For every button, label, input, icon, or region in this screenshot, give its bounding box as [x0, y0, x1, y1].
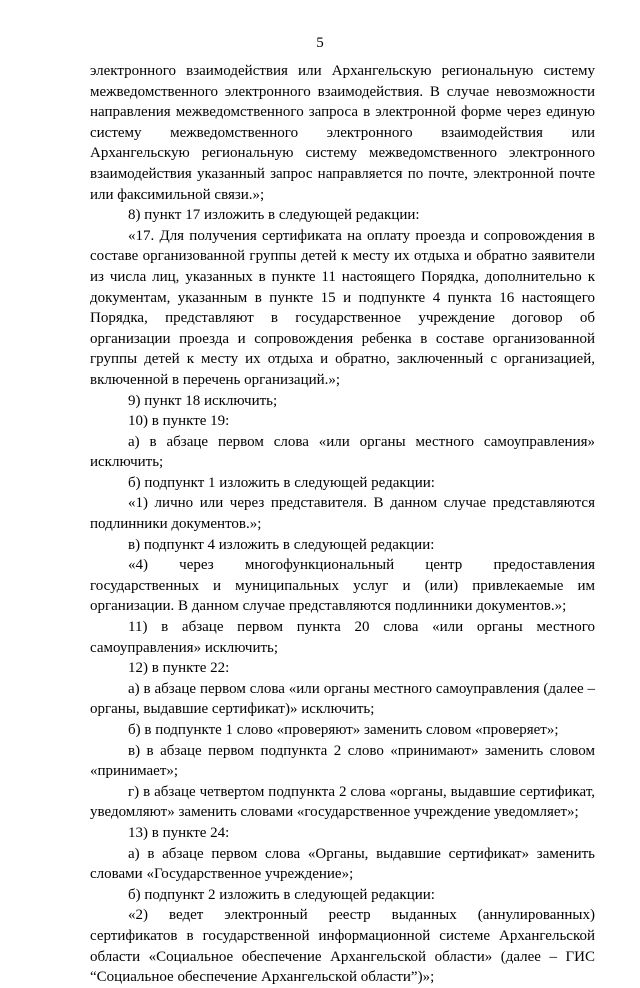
paragraph: г) в абзаце четвертом подпункта 2 слова «органы, выдавшие сертификат, уведомляют» заменить словами «государственное учреждение уведомляет»;	[90, 783, 595, 821]
paragraph: б) подпункт 1 изложить в следующей редакции:	[128, 474, 435, 491]
paragraph: электронного взаимодействия или Архангельскую региональную систему межведомственного электронного взаимодействия. В случае невозможности направления межведомственного запроса в электронной форме через единую систему межведомственного электронного взаимодействия или Архангельскую региональную систему межведомственного электронного взаимодействия указанный запрос направляется по почте, электронной почте или факсимильной связи.»;	[90, 63, 595, 203]
paragraph: а) в абзаце первом слова «или органы местного самоуправления (далее – органы, выдавшие сертификат)» исключить;	[90, 680, 595, 718]
document-body	[90, 61, 595, 988]
paragraph: «2) ведет электронный реестр выданных (аннулированных) сертификатов в государственной информационной системе Архангельской области «Социальное обеспечение Архангельской области» (далее – ГИС “Социальное обеспечение Архангельской области”)»;	[90, 907, 595, 986]
page-number: 5	[316, 35, 324, 51]
paragraph: 11) в абзаце первом пункта 20 слова «или органы местного самоуправления» исключить;	[90, 619, 595, 656]
paragraph: 12) в пункте 22:	[128, 660, 230, 677]
paragraph: в) в абзаце первом подпункта 2 слово «принимают» заменить словом «принимает»;	[90, 742, 595, 780]
paragraph: 13) в пункте 24:	[128, 824, 230, 841]
paragraph: «17. Для получения сертификата на оплату проезда и сопровождения в составе организованной группы детей к месту их отдыха и обратно заявители из числа лиц, указанных в пункте 11 настоящего Порядка, дополнительно к документам, указанным в пункте 15 и подпункте 4 пункта 16 настоящего Порядка, представляют в государственное учреждение договор об организации проезда и сопровождения ребенка в составе организованной группы детей к месту их отдыха и обратно, заключенный с организацией, включенной в перечень организаций.»;	[90, 227, 595, 388]
paragraph: «4) через многофункциональный центр предоставления государственных и муниципальных услуг и (или) привлекаемые им организации. В данном случае представляются подлинники документов.»;	[90, 557, 595, 615]
paragraph: а) в абзаце первом слова «или органы местного самоуправления» исключить;	[90, 433, 595, 471]
paragraph: «1) лично или через представителя. В данном случае представляются подлинники документов.»;	[90, 495, 595, 533]
paragraph: б) в подпункте 1 слово «проверяют» заменить словом «проверяет»;	[128, 722, 559, 738]
paragraph: в) подпункт 4 изложить в следующей редакции:	[128, 536, 435, 553]
paragraph: 8) пункт 17 изложить в следующей редакции:	[128, 207, 420, 224]
paragraph: 10) в пункте 19:	[128, 413, 230, 430]
paragraph: б) подпункт 2 изложить в следующей редакции:	[128, 886, 435, 903]
paragraph: 9) пункт 18 исключить;	[128, 392, 278, 409]
paragraph: а) в абзаце первом слова «Органы, выдавшие сертификат» заменить словами «Государственное учреждение»;	[90, 845, 595, 883]
